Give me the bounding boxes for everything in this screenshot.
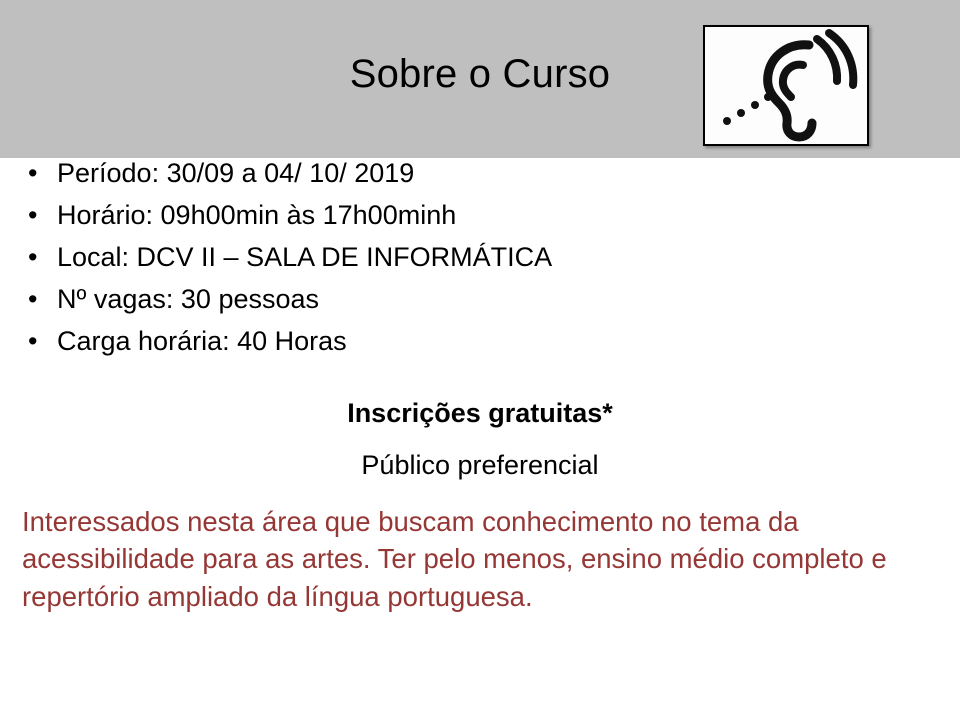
list-item bbox=[14, 160, 944, 187]
list-item bbox=[14, 244, 944, 271]
bullet-marker: • bbox=[28, 242, 38, 272]
list-item-label: Nº vagas: 30 pessoas bbox=[57, 284, 320, 314]
bullet-marker: • bbox=[28, 284, 38, 314]
course-details-list bbox=[14, 160, 944, 370]
list-item bbox=[14, 286, 944, 313]
list-item-label: Período: 30/09 a 04/ 10/ 2019 bbox=[57, 158, 415, 188]
list-item bbox=[14, 328, 944, 355]
list-item bbox=[14, 202, 944, 229]
list-item-label: Local: DCV II – SALA DE INFORMÁTICA bbox=[57, 242, 553, 272]
audience-description: Interessados nesta área que buscam conhecimento no tema da acessibilidade para as artes. Ter pelo menos, ensino médio completo e repertório ampliado da língua portuguesa. bbox=[22, 506, 887, 612]
bullet-marker: • bbox=[28, 158, 38, 188]
bullet-marker: • bbox=[28, 200, 38, 230]
audience-heading: Público preferencial bbox=[361, 450, 599, 480]
bullet-marker: • bbox=[28, 326, 38, 356]
list-item-label: Carga horária: 40 Horas bbox=[57, 326, 347, 356]
ear-hearing-icon bbox=[703, 25, 869, 146]
list-item-label: Horário: 09h00min às 17h00minh bbox=[57, 200, 457, 230]
free-registration-note: Inscrições gratuitas* bbox=[347, 398, 613, 428]
page-title: Sobre o Curso bbox=[349, 52, 611, 96]
